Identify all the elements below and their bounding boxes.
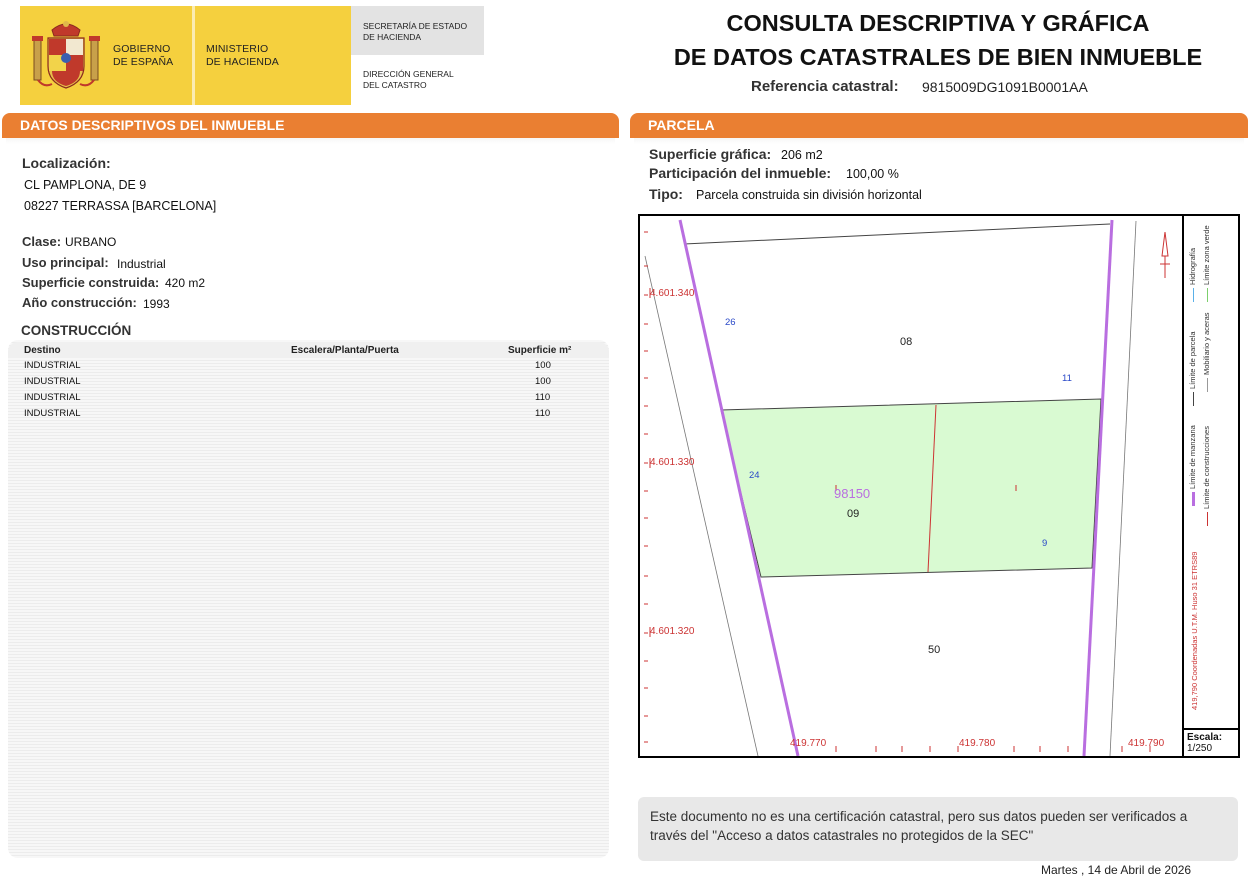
legend-mobiliario [1202,312,1211,392]
superficie-grafica-label: Superficie gráfica: [649,146,772,162]
logo-gobierno-text [113,43,173,69]
manzana-label: 98150 [834,486,871,501]
logo-direccion-line1: DIRECCIÓN GENERAL [363,69,454,79]
section-shadow-left [6,138,615,144]
address-line2: 08227 TERRASSA [BARCELONA] [24,199,217,213]
cell-superficie: 110 [535,408,551,419]
legend-construcciones [1202,426,1211,526]
logo-ministerio-line2: DE HACIENDA [206,56,279,68]
parcel-09-shape [721,399,1101,577]
logo-ministerio-line1: MINISTERIO [206,43,269,55]
parcel-label: 08 [900,336,913,348]
map-drawing [640,216,1238,756]
construccion-table [8,340,609,858]
north-arrow-icon [1160,232,1170,278]
cell-destino: INDUSTRIAL [24,392,81,403]
street-number-label: 11 [1062,373,1072,384]
header-escalera: Escalera/Planta/Puerta [291,345,399,356]
superficie-construida-value: 420 m2 [165,276,206,290]
superficie-grafica-value: 206 m2 [781,148,823,162]
referencia-catastral [751,78,1088,95]
logo-divider [192,6,195,105]
tipo-label: Tipo: [649,186,683,202]
legend-zona-verde-text: Límite zona verde [1202,225,1211,285]
document-title-line1: CONSULTA DESCRIPTIVA Y GRÁFICA [726,10,1150,36]
street-number-label: 24 [749,470,760,481]
document-title-line2: DE DATOS CATASTRALES DE BIEN INMUEBLE [673,44,1203,70]
map-legend [1182,216,1240,728]
y-coord-label: 4.601.330 [650,457,695,468]
section-parcela: PARCELA [630,113,1248,138]
sidewalk-line-left [645,256,758,756]
section-shadow-right [634,138,1244,144]
anio-construccion-value: 1993 [143,297,170,311]
cell-destino: INDUSTRIAL [24,376,81,387]
participacion-label: Participación del inmueble: [649,165,832,181]
sidewalk-line-right [1110,221,1136,756]
logo-direccion-line2: DEL CATASTRO [363,79,427,90]
uso-principal-label: Uso principal: [22,255,109,270]
participacion-value: 100,00 % [846,167,899,181]
cadastral-map[interactable] [638,214,1240,758]
legend-mobiliario-text: Mobiliario y aceras [1202,312,1211,375]
y-coord-label: 4.601.320 [650,626,695,637]
coordinate-system-note: 419,790 Coordenadas U.T.M. Huso 31 ETRS89 [1190,551,1199,710]
cell-superficie: 100 [535,360,551,371]
superficie-construida-label: Superficie construida: [22,275,160,290]
referencia-label: Referencia catastral: [751,78,899,95]
document-title [640,6,1236,74]
uso-principal-value: Industrial [117,257,166,271]
clase-value: URBANO [65,235,117,249]
parcel-label: 09 [847,508,860,520]
legend-manzana-text: Límite de manzana [1188,425,1197,489]
legend-parcela-text: Límite de parcela [1188,331,1197,389]
cell-superficie: 110 [535,392,551,403]
street-number-label: 9 [1042,538,1048,549]
legend-parcela [1188,331,1197,406]
coat-of-arms-icon [32,18,100,92]
x-coord-label: 419.770 [790,738,827,749]
header-superficie: Superficie m² [508,345,572,356]
disclaimer-notice: Este documento no es una certificación catastral, pero sus datos pueden ser verificados a través del "Acceso a datos catastrales no protegidos de la SEC" [638,797,1238,861]
document-date: Martes , 14 de Abril de 2026 [1041,863,1192,877]
scale-value: 1/250 [1187,743,1213,754]
logo-gobierno-line2: DE ESPAÑA [113,56,174,68]
x-coord-label: 419.790 [1128,738,1165,749]
cell-superficie: 100 [535,376,551,387]
table-header-row [8,342,609,358]
clase-label: Clase: [22,234,62,249]
header-destino: Destino [24,345,61,356]
legend-manzana [1188,425,1197,506]
logo-ministerio-text [206,43,279,69]
logo-direccion-text [363,69,454,90]
construccion-title: CONSTRUCCIÓN [21,323,132,338]
street-number-label: 26 [725,317,736,328]
cell-destino: INDUSTRIAL [24,360,81,371]
cell-destino: INDUSTRIAL [24,408,81,419]
government-logo [20,6,484,105]
logo-secretaria-line2: DE HACIENDA [363,31,422,42]
logo-gobierno-line1: GOBIERNO [113,43,171,55]
referencia-value: 9815009DG1091B0001AA [922,79,1088,95]
legend-hidrografia-text: Hidrografía [1188,247,1197,285]
localizacion-label: Localización: [22,155,111,171]
x-coord-label: 419.780 [959,738,996,749]
parcel-limit-top [684,224,1110,244]
section-datos-descriptivos: DATOS DESCRIPTIVOS DEL INMUEBLE [2,113,619,138]
y-coord-label: 4.601.340 [650,288,695,299]
parcel-label: 50 [928,644,941,656]
anio-construccion-label: Año construcción: [22,295,137,310]
legend-hidrografia [1188,248,1197,302]
legend-zona-verde [1202,225,1211,302]
logo-secretaria-line1: SECRETARÍA DE ESTADO [363,21,468,31]
map-scale [1182,728,1240,756]
tipo-value: Parcela construida sin división horizontal [696,188,922,202]
address-line1: CL PAMPLONA, DE 9 [24,178,147,192]
legend-construcciones-text: Límite de construcciones [1202,426,1211,509]
logo-secretaria-text [363,21,467,42]
scale-label: Escala: [1187,732,1223,743]
